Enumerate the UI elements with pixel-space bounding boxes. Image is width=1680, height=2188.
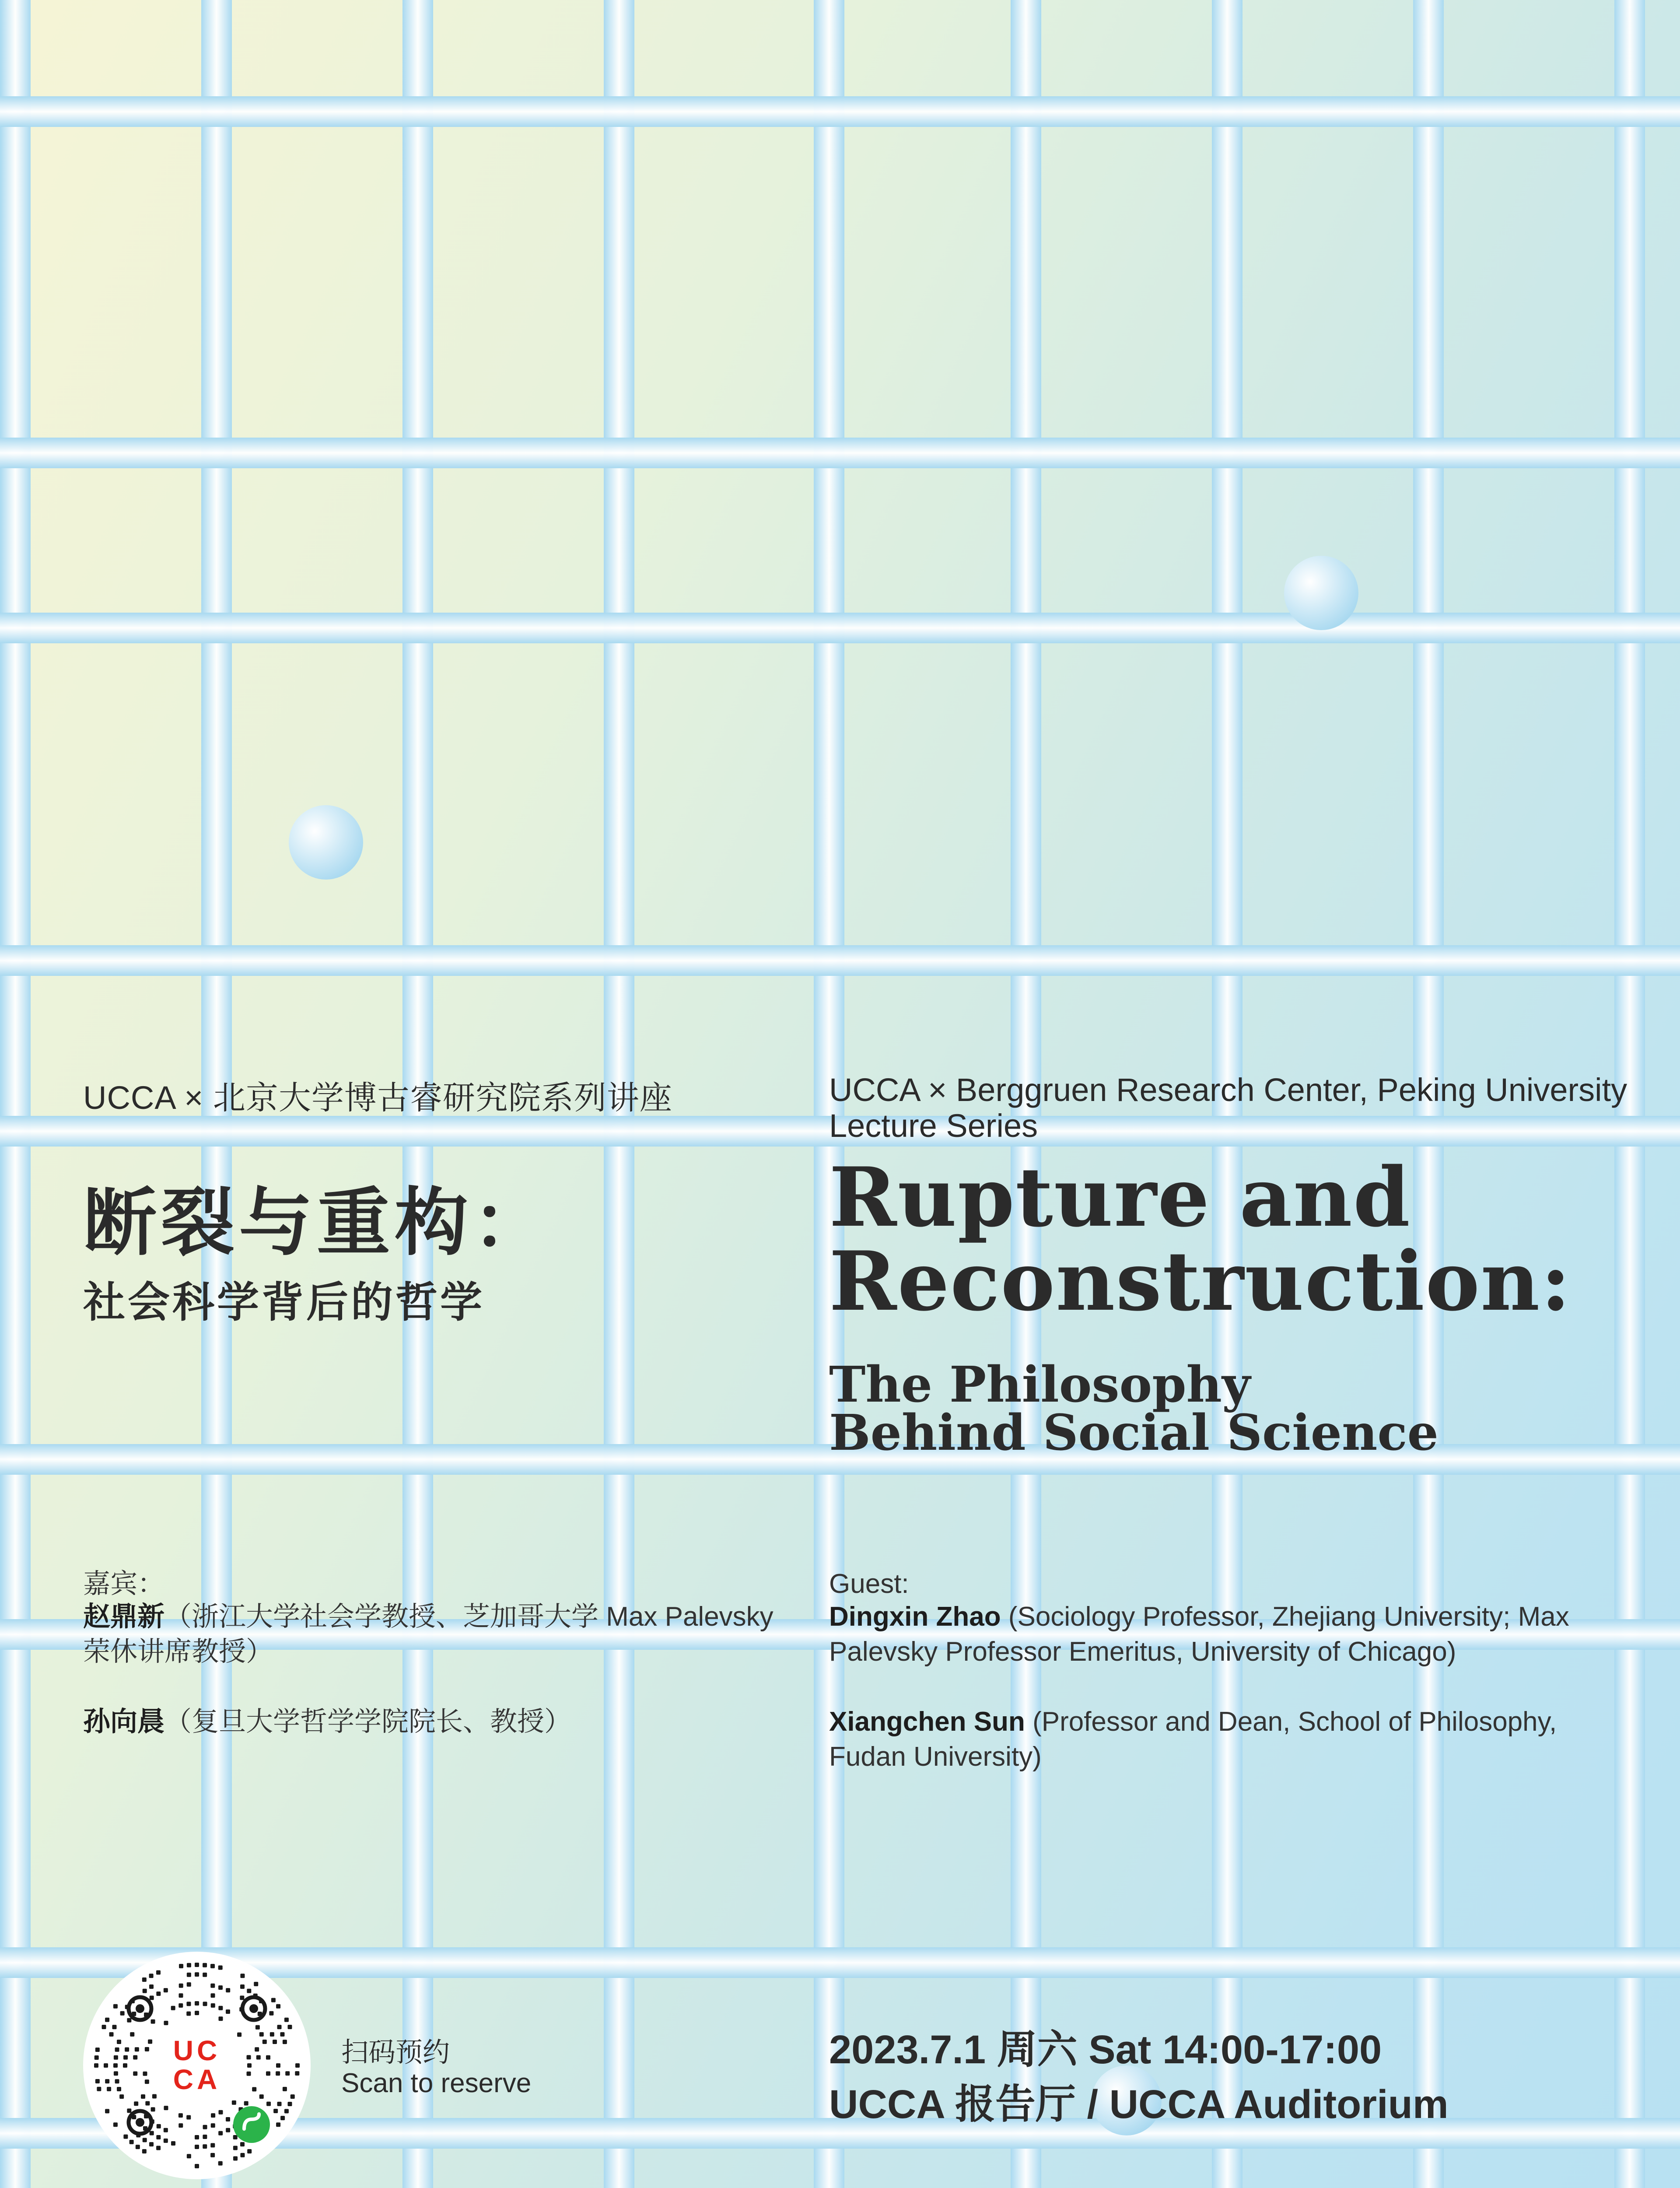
qr-logo-line: CA [173,2064,221,2095]
subtitle-line: The Philosophy [829,1356,1251,1413]
lattice-bar [0,0,31,2188]
sphere-ornament [1284,556,1358,630]
guest-name: Xiangchen Sun [829,1707,1025,1737]
title-line: Rupture and [829,1149,1411,1245]
guest-name: Dingxin Zhao [829,1602,1001,1632]
series-title-en: UCCA × Berggruen Research Center, Peking University Lecture Series [829,1072,1628,1144]
lecture-subtitle-cn: 社会科学背后的哲学 [83,1277,485,1327]
subtitle-line: Behind Social Science [829,1404,1438,1462]
guest-detail: （浙江大学社会学教授、芝加哥大学 Max Palevsky 荣休讲席教授） [83,1602,774,1667]
lattice-bar [0,438,1680,468]
guest-detail: （复旦大学哲学学院院长、教授） [164,1707,572,1737]
guest-name: 孙向晨 [83,1707,165,1737]
guest-entry-en [829,1599,1608,1669]
qr-logo-line: UC [173,2035,221,2066]
sphere-ornament [289,805,363,880]
scan-label-en: Scan to reserve [341,2068,532,2098]
qr-code-icon [83,1952,311,2179]
lattice-bar [0,945,1680,976]
guest-entry-cn [83,1704,801,1739]
lecture-title-cn: 断裂与重构： [83,1179,550,1266]
lattice-bar [0,613,1680,643]
lattice-bar [0,96,1680,127]
wechat-miniprogram-icon [233,2106,270,2143]
title-line: Reconstruction: [829,1233,1572,1329]
guest-name: 赵鼎新 [83,1602,165,1632]
guest-entry-en [829,1704,1608,1774]
guest-detail: (Sociology Professor, Zhejiang University; Max Palevsky Professor Emeritus, University of Chicago) [829,1602,1569,1667]
lecture-subtitle-en [829,1356,1660,1462]
guest-entry-cn [83,1599,801,1669]
guest-heading-en: Guest: [829,1569,909,1599]
series-title-cn: UCCA × 北京大学博古睿研究院系列讲座 [83,1080,672,1116]
lecture-title-en [829,1149,1660,1329]
event-datetime: 2023.7.1 周六 Sat 14:00-17:00 [829,2027,1382,2072]
reservation-qr-code[interactable] [83,1952,311,2179]
guest-detail: (Professor and Dean, School of Philosophy, Fudan University) [829,1707,1557,1772]
event-venue: UCCA 报告厅 / UCCA Auditorium [829,2082,1449,2127]
guest-heading-cn: 嘉宾： [83,1569,165,1599]
scan-label-cn: 扫码预约 [341,2037,450,2068]
